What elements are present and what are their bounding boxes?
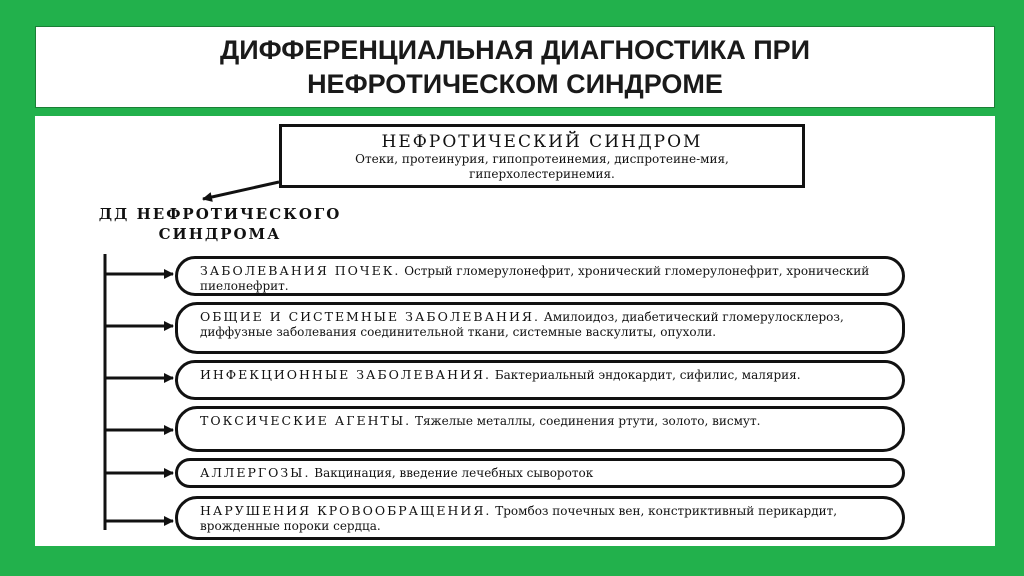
cause-item-description: Амилоидоз, диабетический гломерулосклероз, диффузные заболевания соединительной ткани, системные васкулиты, опухоли. [200,310,844,339]
dd-label-line-1: ДД НЕФРОТИЧЕСКОГО [98,205,342,223]
nephrotic-syndrome-description: Отеки, протеинурия, гипопротеинемия, диспротеине-мия, гиперхолестеринемия. [355,152,729,181]
cause-item-title: ОБЩИЕ И СИСТЕМНЫЕ ЗАБОЛЕВАНИЯ. [200,309,540,324]
nephrotic-syndrome-box [279,124,805,188]
cause-item-circulatory-disorders [175,496,905,540]
diagram-area [35,116,995,546]
cause-item-allergies [175,458,905,488]
cause-item-systemic-diseases [175,302,905,354]
cause-item-description: Тромбоз почечных вен, констриктивный перикардит, врожденные пороки сердца. [200,504,838,533]
cause-item-toxic-agents [175,406,905,452]
slide-title-line-2: НЕФРОТИЧЕСКОМ СИНДРОМЕ [307,69,723,99]
dd-label [65,204,375,244]
slide-title-box [35,26,995,108]
cause-item-title: НАРУШЕНИЯ КРОВООБРАЩЕНИЯ. [200,503,492,518]
cause-item-title: ТОКСИЧЕСКИЕ АГЕНТЫ. [200,413,412,428]
cause-item-description: Бактериальный эндокардит, сифилис, малярия. [494,368,801,382]
cause-item-title: ИНФЕКЦИОННЫЕ ЗАБОЛЕВАНИЯ. [200,367,491,382]
cause-item-title: ЗАБОЛЕВАНИЯ ПОЧЕК. [200,263,401,278]
cause-item-description: Острый гломерулонефрит, хронический гломерулонефрит, хронический пиелонефрит. [200,264,870,293]
slide-title-line-1: ДИФФЕРЕНЦИАЛЬНАЯ ДИАГНОСТИКА ПРИ [219,35,811,65]
cause-item-kidney-diseases [175,256,905,296]
cause-item-infectious-diseases [175,360,905,400]
cause-item-description: Вакцинация, введение лечебных сывороток [314,466,594,480]
dd-label-line-2: СИНДРОМА [158,225,282,243]
nephrotic-syndrome-title: НЕФРОТИЧЕСКИЙ СИНДРОМ [381,132,703,152]
connector-top-to-dd [203,182,279,199]
cause-item-description: Тяжелые металлы, соединения ртути, золото, висмут. [414,414,761,428]
cause-item-title: АЛЛЕРГОЗЫ. [200,465,311,480]
